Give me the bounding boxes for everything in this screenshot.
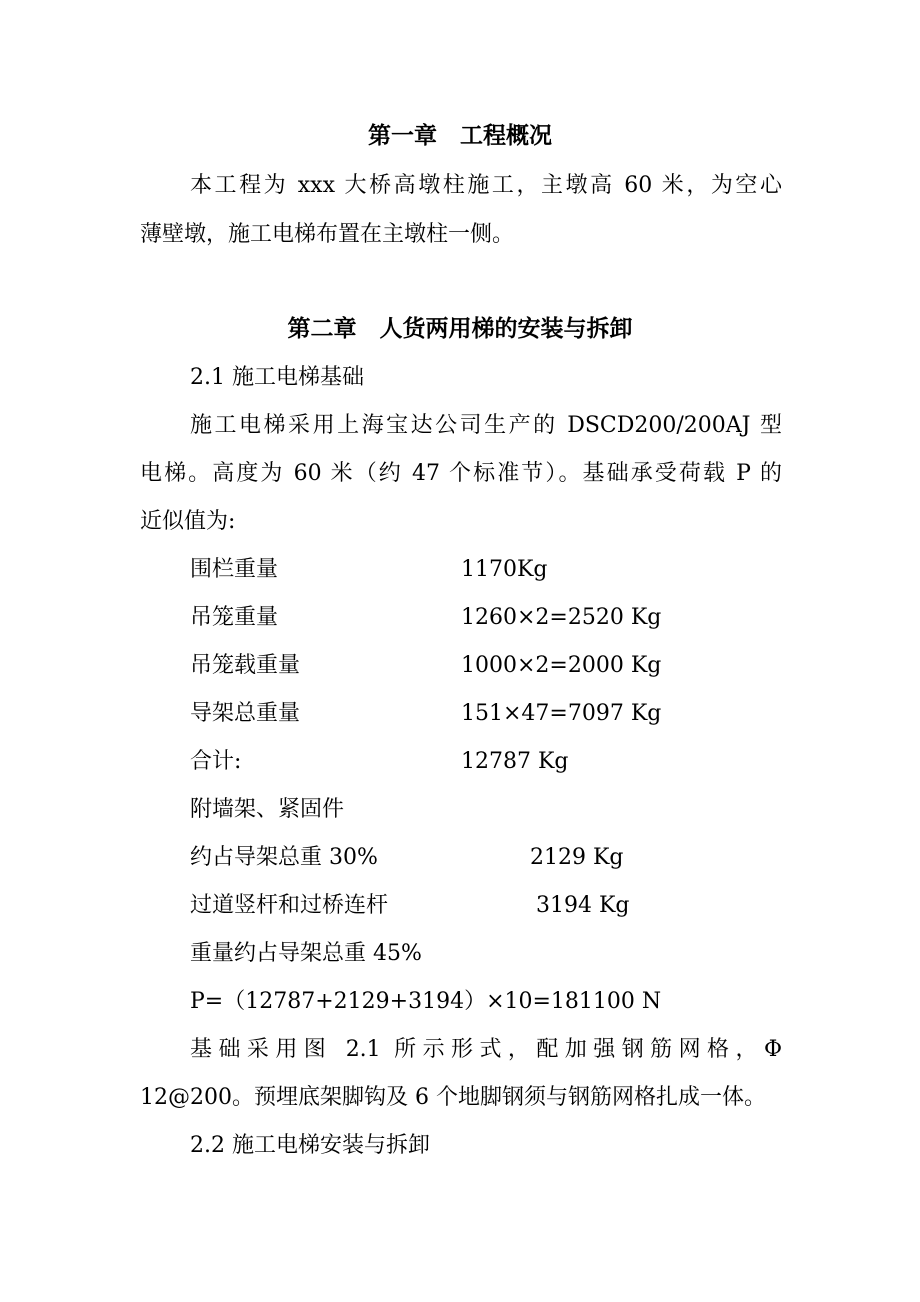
- intro-line1: 施工电梯采用上海宝达公司生产的 DSCD200/200AJ 型: [190, 413, 782, 438]
- load-label: 围栏重量: [190, 557, 279, 582]
- load-total-value: 12787 Kg: [461, 749, 569, 774]
- intro-line3: 近似值为:: [140, 509, 236, 534]
- attach-note: 重量约占导架总重 45%: [190, 941, 422, 966]
- attach-heading: 附墙架、紧固件: [190, 797, 345, 822]
- foundation-line2: 12@200。预埋底架脚钩及 6 个地脚钢须与钢筋网格扎成一体。: [140, 1085, 766, 1110]
- attach-value: 3194 Kg: [536, 893, 630, 918]
- load-label: 吊笼重量: [190, 605, 279, 630]
- load-label: 导架总重量: [190, 701, 301, 726]
- chapter1-para-line2: 薄壁墩，施工电梯布置在主墩柱一侧。: [140, 222, 515, 247]
- load-label: 吊笼载重量: [190, 653, 301, 678]
- attach-value: 2129 Kg: [530, 845, 624, 870]
- intro-line2: 电梯。高度为 60 米（约 47 个标准节）。基础承受荷载 P 的: [140, 461, 782, 486]
- chapter1-title: 第一章 工程概况: [368, 122, 552, 149]
- chapter1-para-line1: 本工程为 xxx 大桥高墩柱施工，主墩高 60 米，为空心: [190, 173, 782, 198]
- load-value: 1170Kg: [461, 557, 548, 582]
- attach-label: 过道竖杆和过桥连杆: [190, 893, 389, 918]
- section-2-1-heading: 2.1 施工电梯基础: [190, 365, 364, 390]
- load-value: 1000×2=2000 Kg: [461, 653, 662, 678]
- load-formula: P=（12787+2129+3194）×10=181100 N: [190, 989, 662, 1014]
- attach-label: 约占导架总重 30%: [190, 845, 378, 870]
- chapter2-title: 第二章 人货两用梯的安装与拆卸: [287, 315, 633, 342]
- foundation-line1: 基础采用图 2.1 所示形式，配加强钢筋网格，Φ: [190, 1037, 782, 1062]
- load-value: 151×47=7097 Kg: [461, 701, 662, 726]
- load-value: 1260×2=2520 Kg: [461, 605, 662, 630]
- section-2-2-heading: 2.2 施工电梯安装与拆卸: [190, 1133, 430, 1158]
- load-total-label: 合计:: [190, 749, 242, 774]
